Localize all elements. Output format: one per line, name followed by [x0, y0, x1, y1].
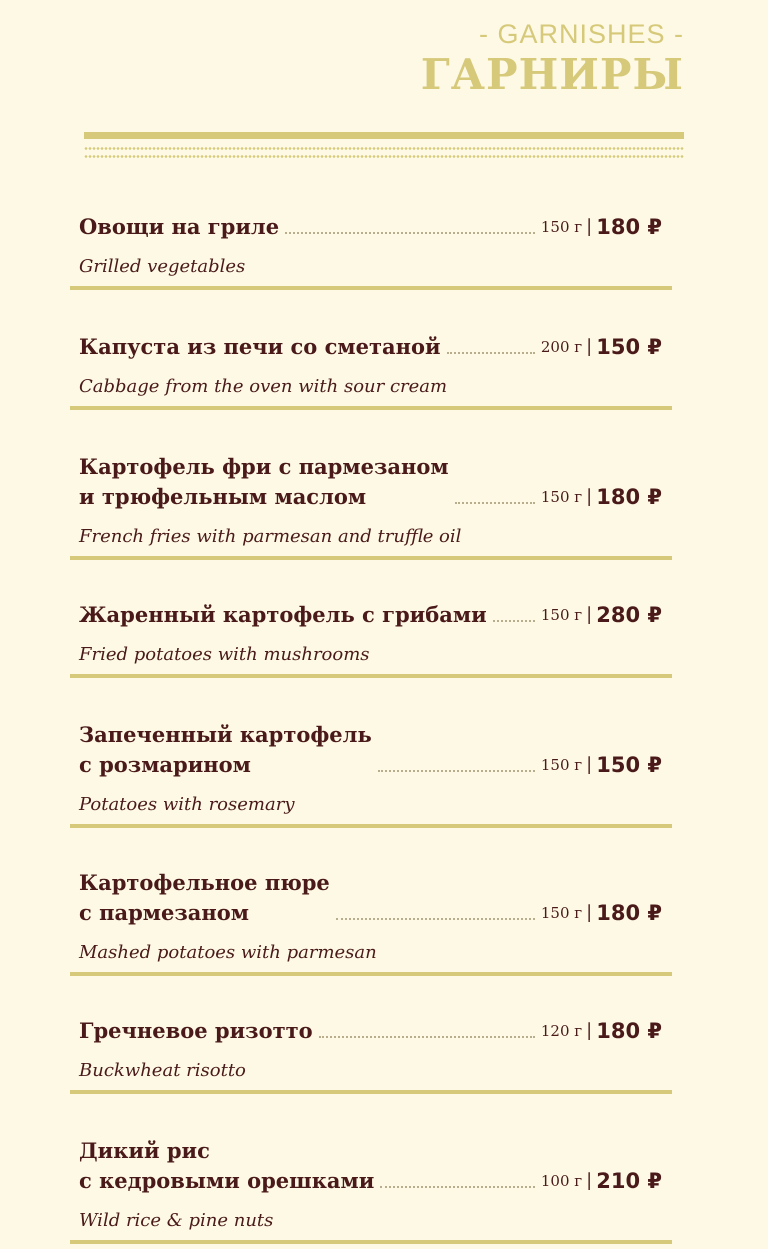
- item-price: 180 ₽: [596, 485, 662, 509]
- item-price: 150 ₽: [596, 335, 662, 359]
- separator: |: [586, 1170, 593, 1191]
- item-weight: 200 г: [540, 338, 583, 356]
- item-weight: 150 г: [540, 904, 583, 922]
- item-weight: 120 г: [540, 1022, 583, 1040]
- item-price: 150 ₽: [596, 753, 662, 777]
- dot-leader: [455, 502, 535, 504]
- separator: |: [586, 336, 593, 357]
- item-name: Гречневое ризотто: [79, 1018, 313, 1043]
- menu-item: [70, 868, 672, 976]
- item-name: Овощи на гриле: [79, 214, 280, 239]
- item-name: Картофельное пюре с пармезаном: [79, 870, 330, 925]
- section-title: ГАРНИРЫ: [420, 50, 684, 99]
- item-description: Grilled vegetables: [79, 256, 246, 277]
- dot-leader: [285, 232, 535, 234]
- item-description: Cabbage from the oven with sour cream: [79, 376, 448, 397]
- dot-leader: [319, 1036, 535, 1038]
- item-description: French fries with parmesan and truffle oil: [79, 526, 462, 547]
- item-name: Дикий рис с кедровыми орешками: [79, 1138, 375, 1193]
- item-description: Mashed potatoes with parmesan: [79, 942, 377, 963]
- separator: |: [586, 1020, 593, 1041]
- item-name: Картофель фри с пармезаном и трюфельным маслом: [79, 454, 449, 509]
- dot-leader: [380, 1186, 535, 1188]
- item-price: 210 ₽: [596, 1169, 662, 1193]
- item-description: Fried potatoes with mushrooms: [79, 644, 370, 665]
- item-description: Potatoes with rosemary: [79, 794, 295, 815]
- item-price: 180 ₽: [596, 215, 662, 239]
- menu-item: [70, 720, 672, 828]
- separator: |: [586, 216, 593, 237]
- menu-item: [70, 332, 672, 410]
- item-weight: 100 г: [540, 1172, 583, 1190]
- item-weight: 150 г: [540, 218, 583, 236]
- header-divider-dots: [84, 147, 684, 150]
- item-price: 180 ₽: [596, 901, 662, 925]
- header-divider-dots: [84, 155, 684, 158]
- separator: |: [586, 604, 593, 625]
- menu-item: [70, 212, 672, 290]
- item-weight: 150 г: [540, 606, 583, 624]
- menu-item: [70, 1136, 672, 1244]
- item-description: Buckwheat risotto: [79, 1060, 246, 1081]
- item-price: 180 ₽: [596, 1019, 662, 1043]
- dot-leader: [336, 918, 535, 920]
- dot-leader: [493, 620, 535, 622]
- separator: |: [586, 486, 593, 507]
- dot-leader: [378, 770, 535, 772]
- item-name: Капуста из печи со сметаной: [79, 334, 441, 359]
- item-description: Wild rice & pine nuts: [79, 1210, 274, 1231]
- item-name: Жаренный картофель с грибами: [79, 602, 487, 627]
- menu-header: [421, 18, 684, 100]
- section-subtitle: - GARNISHES -: [478, 19, 684, 49]
- item-price: 280 ₽: [596, 603, 662, 627]
- menu-item: [70, 600, 672, 678]
- separator: |: [586, 754, 593, 775]
- menu-item: [70, 452, 672, 560]
- item-weight: 150 г: [540, 756, 583, 774]
- item-name: Запеченный картофель с розмарином: [79, 722, 372, 777]
- separator: |: [586, 902, 593, 923]
- header-divider-thick: [84, 132, 684, 139]
- item-weight: 150 г: [540, 488, 583, 506]
- menu-item: [70, 1016, 672, 1094]
- dot-leader: [447, 352, 535, 354]
